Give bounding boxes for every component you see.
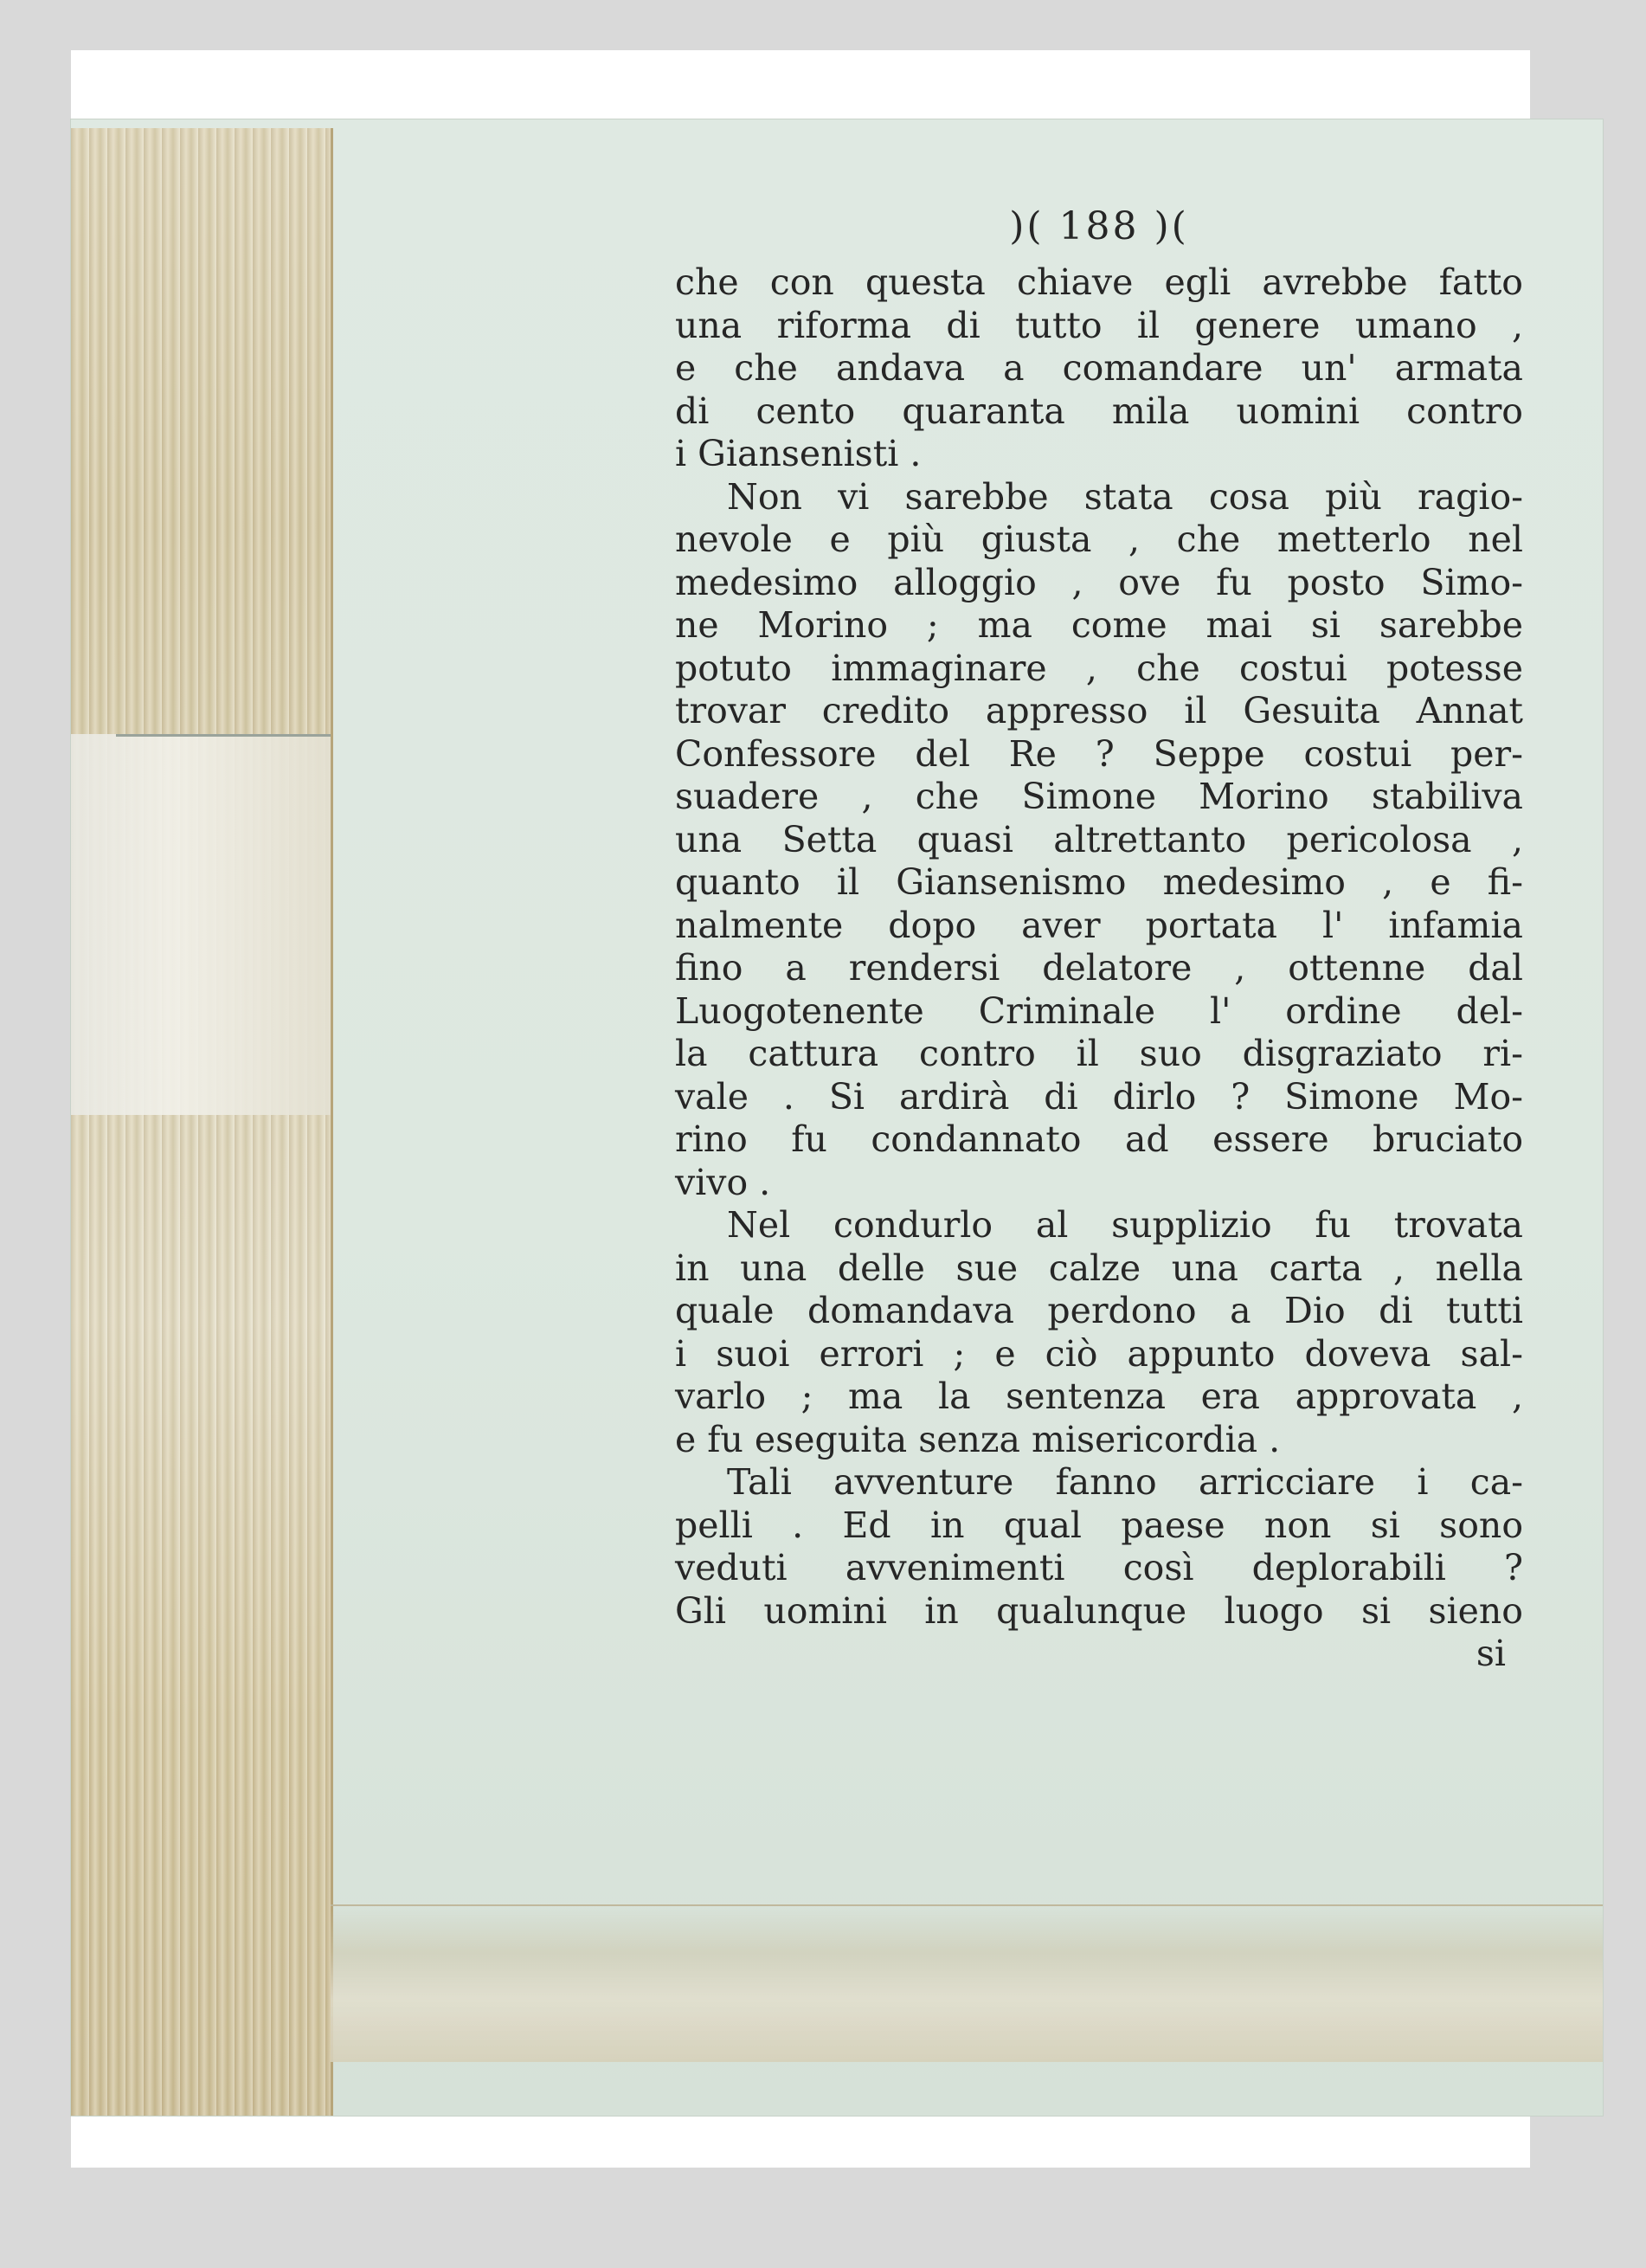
text-line: di cento quaranta mila uomini contro: [675, 390, 1523, 432]
text-line: trovar credito appresso il Gesuita Annat: [675, 690, 1523, 731]
text-line: Luogotenente Criminale l' ordine del-: [675, 989, 1523, 1032]
paragraph-first-line: Nel condurlo al supplizio fu trovata: [727, 1204, 1523, 1246]
text-line: vivo .: [675, 1161, 771, 1203]
text-line: varlo ; ma la sentenza era approvata ,: [675, 1376, 1523, 1417]
binding-light-band: [71, 734, 331, 1115]
text-line: nalmente dopo aver portata l' infamia: [675, 904, 1523, 946]
page-bottom-edge: [331, 1904, 1603, 2062]
catchword: si: [1476, 1633, 1506, 1674]
text-line: la cattura contro il suo disgraziato ri-: [675, 1033, 1523, 1074]
text-line: rino fu condannato ad essere bruciato: [675, 1118, 1523, 1160]
text-line: e che andava a comandare un' armata: [675, 347, 1523, 389]
text-line: Gli uomini in qualunque luogo si sieno: [675, 1589, 1523, 1632]
text-line: i Giansenisti .: [675, 433, 922, 474]
text-line: fino a rendersi delatore , ottenne dal: [675, 947, 1523, 989]
text-line: Confessore del Re ? Seppe costui per-: [675, 732, 1523, 775]
text-line: in una delle sue calze una carta , nella: [675, 1247, 1523, 1289]
binding-crease-line: [116, 734, 331, 737]
text-line: una riforma di tutto il genere umano ,: [675, 304, 1523, 346]
text-line: ne Morino ; ma come mai si sarebbe: [675, 604, 1523, 646]
text-line: i suoi errori ; e ciò appunto doveva sal-: [675, 1332, 1523, 1375]
text-line: veduti avvenimenti così deplorabili ?: [675, 1547, 1523, 1588]
text-line: suadere , che Simone Morino stabiliva: [675, 776, 1523, 817]
book-binding: [71, 128, 333, 2116]
text-line: nevole e più giusta , che metterlo nel: [675, 519, 1523, 560]
text-line: potuto immaginare , che costui potesse: [675, 647, 1523, 689]
paragraph-first-line: Non vi sarebbe stata cosa più ragio-: [727, 475, 1523, 518]
page-text-block: [675, 201, 1523, 1676]
paragraph-first-line: Tali avventure fanno arricciare i ca-: [727, 1461, 1523, 1503]
text-line: che con questa chiave egli avrebbe fatto: [675, 261, 1523, 303]
text-line: medesimo alloggio , ove fu posto Simo-: [675, 561, 1523, 603]
page-number-header: )( 188 )(: [1009, 204, 1189, 248]
text-line: vale . Si ardirà di dirlo ? Simone Mo-: [675, 1075, 1523, 1118]
text-line: una Setta quasi altrettanto pericolosa ,: [675, 818, 1523, 860]
text-line: quanto il Giansenismo medesimo , e fi-: [675, 861, 1523, 903]
text-line: e fu eseguita senza misericordia .: [675, 1418, 1281, 1460]
text-line: quale domandava perdono a Dio di tutti: [675, 1290, 1523, 1331]
text-line: pelli . Ed in qual paese non si sono: [675, 1504, 1523, 1546]
